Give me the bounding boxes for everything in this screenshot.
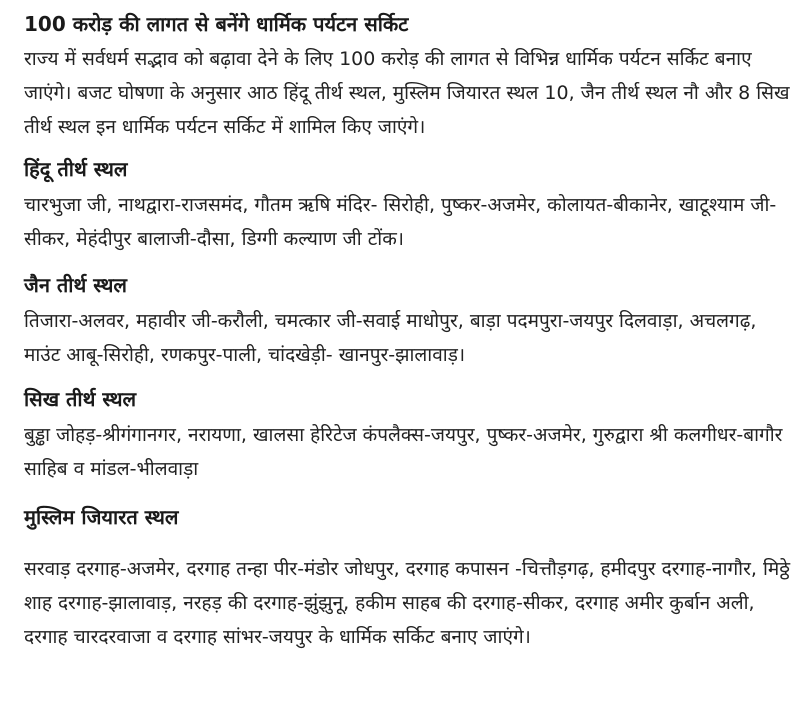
section-heading-jain: जैन तीर्थ स्थल: [24, 273, 127, 297]
section-heading-muslim: मुस्लिम जियारत स्थल: [24, 505, 179, 529]
section-text-sikh: बुड्ढा जोहड़-श्रीगंगानगर, नरायणा, खालसा हेरिटेज कंपलैक्स-जयपुर, पुष्कर-अजमेर, गुरुद्वारा श्री कलगीधर-बागौर साहिब व मांडल-भीलवाड़ा: [24, 424, 783, 480]
section-text-jain: तिजारा-अलवर, महावीर जी-करौली, चमत्कार जी-सवाई माधोपुर, बाड़ा पदमपुरा-जयपुर दिलवाड़ा, अचलगढ़, माउंट आबू-सिरोही, रणकपुर-पाली, चांदखेड़ी- खानपुर-झालावाड़।: [24, 310, 757, 366]
article-headline: 100 करोड़ की लागत से बनेंगे धार्मिक पर्यटन सर्किट: [24, 12, 409, 36]
section-heading-hindu: हिंदू तीर्थ स्थल: [24, 157, 128, 181]
article-body: [24, 0, 794, 654]
intro-paragraph: राज्य में सर्वधर्म सद्भाव को बढ़ावा देने के लिए 100 करोड़ की लागत से विभिन्न धार्मिक पर्यटन सर्किट बनाए जाएंगे। बजट घोषणा के अनुसार आठ हिंदू तीर्थ स्थल, मुस्लिम जियारत स्थल 10, जैन तीर्थ स्थल नौ और 8 सिख तीर्थ स्थल इन धार्मिक पर्यटन सर्किट में शामिल किए जाएंगे।: [24, 48, 790, 138]
section-text-muslim: सरवाड़ दरगाह-अजमेर, दरगाह तन्हा पीर-मंडोर जोधपुर, दरगाह कपासन -चित्तौड़गढ़, हमीदपुर दरगाह-नागौर, मिठ्ठे शाह दरगाह-झालावाड़, नरहड़ की दरगाह-झुंझुनू, हकीम साहब की दरगाह-सीकर, दरगाह अमीर कुर्बान अली, दरगाह चारदरवाजा व दरगाह सांभर-जयपुर के धार्मिक सर्किट बनाए जाएंगे।: [24, 558, 791, 648]
section-text-hindu: चारभुजा जी, नाथद्वारा-राजसमंद, गौतम ऋषि मंदिर- सिरोही, पुष्कर-अजमेर, कोलायत-बीकानेर, खाटूश्याम जी-सीकर, मेहंदीपुर बालाजी-दौसा, डिग्गी कल्याण जी टोंक।: [24, 194, 777, 250]
section-heading-sikh: सिख तीर्थ स्थल: [24, 387, 137, 411]
